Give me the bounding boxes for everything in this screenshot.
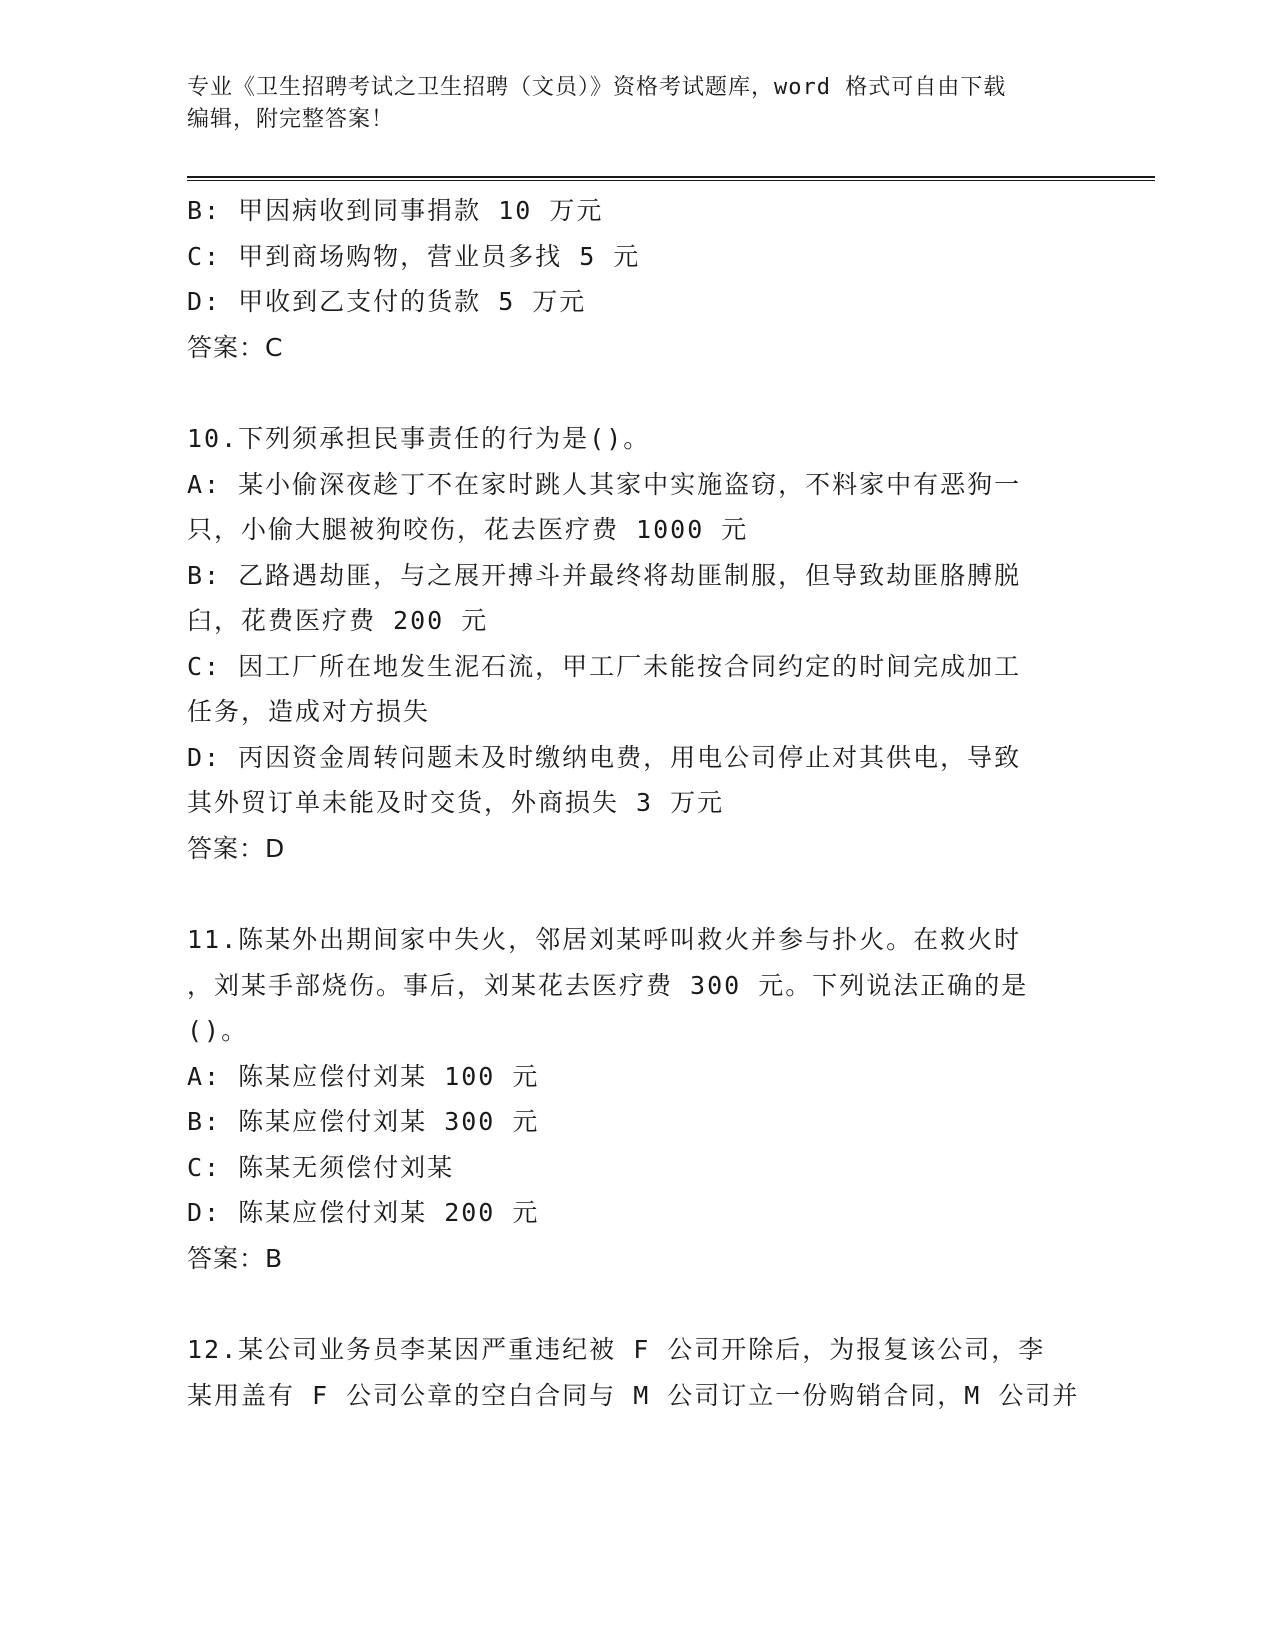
q10-option-c-line-1: C: 因工厂所在地发生泥石流，甲工厂未能按合同约定的时间完成加工 <box>187 651 1022 681</box>
q9-option-d: D: 甲收到乙支付的货款 5 万元 <box>187 287 587 316</box>
q10-option-a-line-2: 只，小偷大腿被狗咬伤，花去医疗费 1000 元 <box>187 515 749 544</box>
q9-option-c: C: 甲到商场购物，营业员多找 5 元 <box>187 241 641 271</box>
q10-answer: 答案：D <box>187 833 286 863</box>
q10-option-b-line-1: B: 乙路遇劫匪，与之展开搏斗并最终将劫匪制服，但导致劫匪胳膊脱 <box>187 560 1022 590</box>
document-header <box>187 72 1087 136</box>
q11-answer: 答案：B <box>187 1243 284 1273</box>
q10-option-a-line-1: A: 某小偷深夜趁丁不在家时跳人其家中实施盗窃，不料家中有恶狗一 <box>187 469 1022 499</box>
question-12 <box>187 1327 1087 1418</box>
spacer <box>187 871 1087 917</box>
document-body <box>187 188 1087 1418</box>
q11-option-d: D: 陈某应偿付刘某 200 元 <box>187 1198 540 1227</box>
q11-option-a: A: 陈某应偿付刘某 100 元 <box>187 1061 540 1091</box>
header-line-1: 专业《卫生招聘考试之卫生招聘（文员）》资格考试题库，word 格式可自由下载 <box>187 75 1007 100</box>
question-9-tail <box>187 188 1087 370</box>
q10-option-b-line-2: 臼，花费医疗费 200 元 <box>187 606 489 635</box>
q12-stem-line-2: 某用盖有 F 公司公章的空白合同与 M 公司订立一份购销合同，M 公司并 <box>187 1380 1080 1410</box>
q11-option-b: B: 陈某应偿付刘某 300 元 <box>187 1107 540 1136</box>
q9-answer: 答案：C <box>187 332 284 362</box>
q12-stem-line-1: 12.某公司业务员李某因严重违纪被 F 公司开除后，为报复该公司，李 <box>187 1335 1046 1364</box>
q10-option-c-line-2: 任务，造成对方损失 <box>187 697 431 726</box>
q9-option-b: B: 甲因病收到同事捐款 10 万元 <box>187 196 604 225</box>
question-10 <box>187 416 1087 871</box>
spacer <box>187 1281 1087 1327</box>
q10-option-d-line-1: D: 丙因资金周转问题未及时缴纳电费，用电公司停止对其供电，导致 <box>187 742 1022 772</box>
q11-option-c: C: 陈某无须偿付刘某 <box>187 1152 455 1182</box>
q10-option-d-line-2: 其外贸订单未能及时交货，外商损失 3 万元 <box>187 788 725 817</box>
q11-stem-line-1: 11.陈某外出期间家中失火，邻居刘某呼叫救火并参与扑火。在救火时 <box>187 925 1022 954</box>
q11-stem-line-2: ，刘某手部烧伤。事后，刘某花去医疗费 300 元。下列说法正确的是 <box>187 970 1029 1000</box>
q11-stem-line-3: ()。 <box>187 1016 249 1045</box>
header-line-2: 编辑，附完整答案！ <box>187 107 395 132</box>
question-11 <box>187 917 1087 1281</box>
q10-stem: 10.下列须承担民事责任的行为是()。 <box>187 424 651 453</box>
header-divider <box>187 176 1155 181</box>
spacer <box>187 370 1087 416</box>
